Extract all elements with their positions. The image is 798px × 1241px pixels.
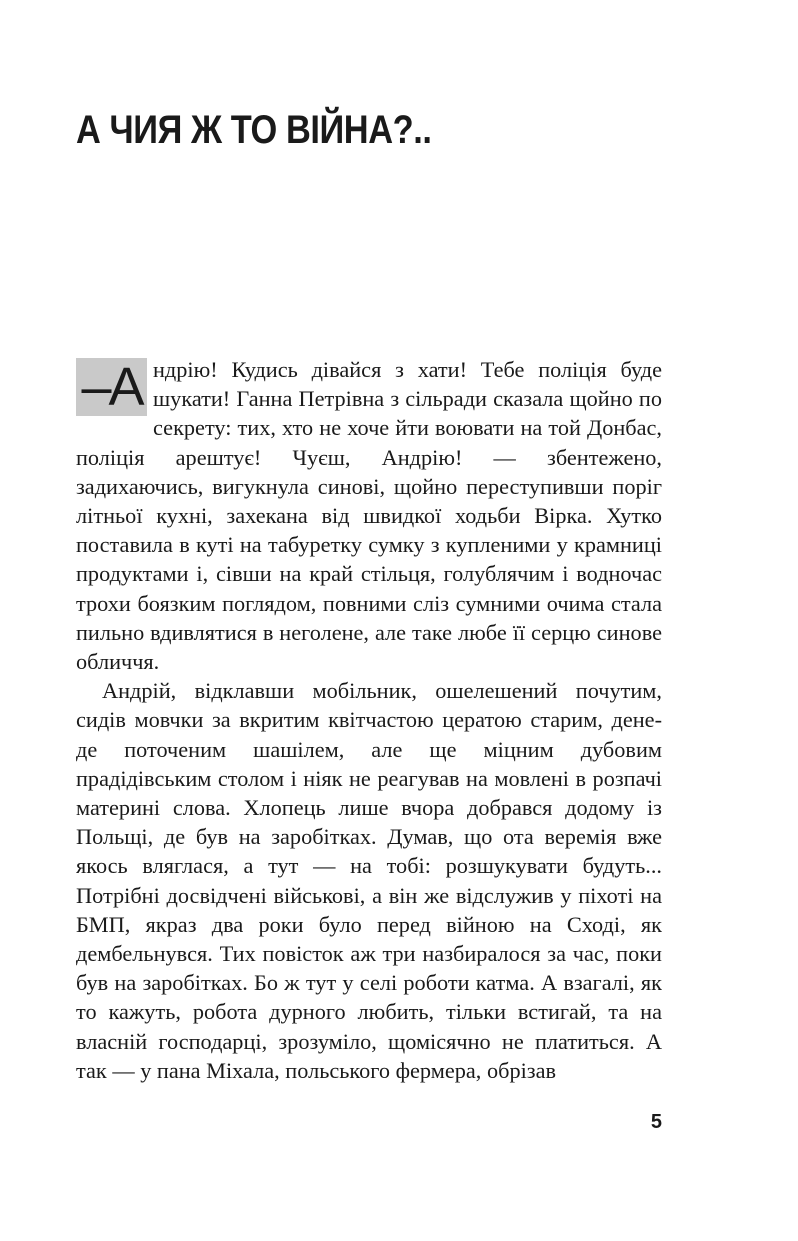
- paragraph-1-text: ндрію! Кудись дівайся з хати! Тебе поліція буде шукати! Ганна Петрівна з сільради сказала щойно по секрету: тих, хто не хоче йти воювати на той Донбас, поліція арештує! Чуєш, Андрію! — збентежено, задихаючись, вигукнула синові, щойно переступивши поріг літньої кухні, захекана від швидкої ходьби Вірка. Хутко поставила в куті на табуретку сумку з купленими у крамниці продуктами і, сівши на край стільця, голублячим і водночас трохи боязким поглядом, повними сліз сумними очима стала пильно вдивлятися в неголене, але таке любе її серцю синове обличчя.: [76, 357, 662, 675]
- paragraph-1: [76, 355, 662, 676]
- paragraph-2: Андрій, відклавши мобільник, ошелешений почутим, сидів мовчки за вкритим квітчастою цератою старим, дене-де поточеним шашілем, але ще міцним дубовим прадідівським столом і ніяк не реагував на мовлені в розпачі материні слова. Хлопець лише вчора добрався додому із Польщі, де був на заробітках. Думав, що ота веремія вже якось вляглася, а тут — на тобі: розшукувати будуть... Потрібні досвідчені військові, а він же відслужив у піхоті на БМП, якраз два роки було перед війною на Сході, як дембельнувся. Тих повісток аж три назбиралося за час, поки був на заробітках. Бо ж тут у селі роботи катма. А взагалі, як то кажуть, робота дурного любить, тільки встигай, та на власній господарці, зрозуміло, щомісячно не платиться. А так — у пана Міхала, польського фермера, обрізав: [76, 678, 662, 1083]
- page-number: 5: [650, 1111, 662, 1133]
- drop-cap: –А: [76, 358, 147, 416]
- body-text: [76, 355, 662, 1085]
- chapter-title: А ЧИЯ Ж ТО ВІЙНА?..: [76, 108, 432, 152]
